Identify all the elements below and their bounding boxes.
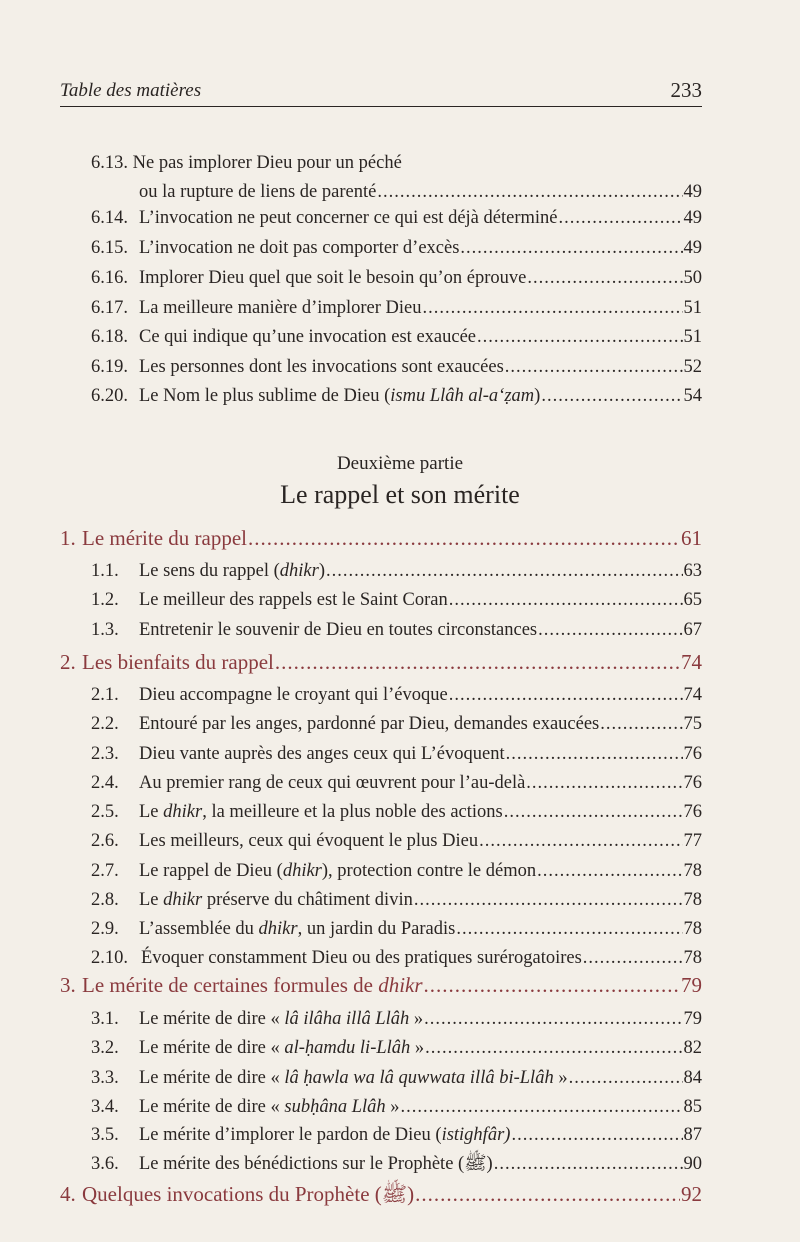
leader-dots	[377, 179, 682, 205]
toc-entry-2-5[interactable]: 2.5. Le dhikr, la meilleure et la plus noble des actions ..... 76	[91, 799, 702, 825]
toc-entry-2-4[interactable]: 2.4. Au premier rang de ceux qui œuvrent pour l’au-delà ..... 76	[91, 770, 702, 796]
toc-entry-6-17[interactable]: 6.17. La meilleure manière d’implorer Dieu ..... 51	[91, 295, 702, 321]
toc-entry-2-3[interactable]: 2.3. Dieu vante auprès des anges ceux qui L’évoquent ..... 76	[91, 741, 702, 767]
toc-entry-2-2[interactable]: 2.2. Entouré par les anges, pardonné par Dieu, demandes exaucées ..... 75	[91, 711, 702, 737]
toc-entry-2-8[interactable]: 2.8. Le dhikr préserve du châtiment divin ..... 78	[91, 887, 702, 913]
toc-entry-6-14[interactable]: 6.14. L’invocation ne peut concerner ce qui est déjà déterminé ..... 49	[91, 205, 702, 231]
toc-entry-6-19[interactable]: 6.19. Les personnes dont les invocations sont exaucées ..... 52	[91, 354, 702, 380]
toc-entry-3-4[interactable]: 3.4. Le mérite de dire « subḥâna Llâh » ..... 85	[91, 1094, 702, 1120]
toc-entry-3-3[interactable]: 3.3. Le mérite de dire « lâ ḥawla wa lâ quwwata illâ bi-Llâh » ..... 84	[91, 1065, 702, 1091]
toc-entry-3-1[interactable]: 3.1. Le mérite de dire « lâ ilâha illâ Llâh » ..... 79	[91, 1006, 702, 1032]
toc-entry-6-13[interactable]: 6.13. Ne pas implorer Dieu pour un péché	[91, 153, 402, 173]
entry-page: 49	[683, 182, 702, 202]
toc-entry-6-18[interactable]: 6.18. Ce qui indique qu’une invocation est exaucée ..... 51	[91, 324, 702, 350]
entry-text: Ne pas implorer Dieu pour un péché	[132, 153, 402, 173]
toc-entry-3-5[interactable]: 3.5. Le mérite d’implorer le pardon de Dieu (istighfâr) ..... 87	[91, 1122, 702, 1148]
toc-entry-1-3[interactable]: 1.3. Entretenir le souvenir de Dieu en toutes circonstances ..... 67	[91, 617, 702, 643]
toc-entry-1-1[interactable]: 1.1. Le sens du rappel (dhikr) ..... 63	[91, 558, 702, 584]
toc-entry-2-10[interactable]: 2.10. Évoquer constamment Dieu ou des pratiques surérogatoires ..... 78	[91, 945, 702, 971]
toc-entry-1-2[interactable]: 1.2. Le meilleur des rappels est le Saint Coran ..... 65	[91, 587, 702, 613]
running-title: Table des matières	[60, 80, 202, 101]
toc-entry-6-13-cont[interactable]: ou la rupture de liens de parenté ..... 49	[139, 179, 702, 205]
toc-entry-6-20[interactable]: 6.20. Le Nom le plus sublime de Dieu (ismu Llâh al-a‘ẓam) ..... 54	[91, 383, 702, 409]
part-label: Deuxième partie	[336, 453, 464, 474]
toc-entry-2-7[interactable]: 2.7. Le rappel de Dieu (dhikr), protection contre le démon ..... 78	[91, 858, 702, 884]
toc-section-1[interactable]: 1. Le mérite du rappel ..... 61	[60, 523, 702, 553]
toc-entry-2-1[interactable]: 2.1. Dieu accompagne le croyant qui l’évoque ..... 74	[91, 682, 702, 708]
toc-section-2[interactable]: 2. Les bienfaits du rappel ..... 74	[60, 647, 702, 677]
page-number: 233	[670, 78, 702, 102]
toc-entry-6-16[interactable]: 6.16. Implorer Dieu quel que soit le besoin qu’on éprouve ..... 50	[91, 265, 702, 291]
toc-entry-2-9[interactable]: 2.9. L’assemblée du dhikr, un jardin du Paradis ..... 78	[91, 916, 702, 942]
part-title: Le rappel et son mérite	[280, 480, 520, 509]
toc-entry-3-6[interactable]: 3.6. Le mérite des bénédictions sur le Prophète (ﷺ) ..... 90	[91, 1151, 702, 1177]
toc-section-4[interactable]: 4. Quelques invocations du Prophète (ﷺ) ..... 92	[60, 1179, 702, 1209]
toc-entry-3-2[interactable]: 3.2. Le mérite de dire « al-ḥamdu li-Llâh » ..... 82	[91, 1035, 702, 1061]
running-header	[60, 74, 702, 107]
toc-entry-6-15[interactable]: 6.15. L’invocation ne doit pas comporter d’excès ..... 49	[91, 235, 702, 261]
toc-entry-2-6[interactable]: 2.6. Les meilleurs, ceux qui évoquent le plus Dieu ..... 77	[91, 828, 702, 854]
toc-section-3[interactable]: 3. Le mérite de certaines formules de dhikr ..... 79	[60, 970, 702, 1000]
